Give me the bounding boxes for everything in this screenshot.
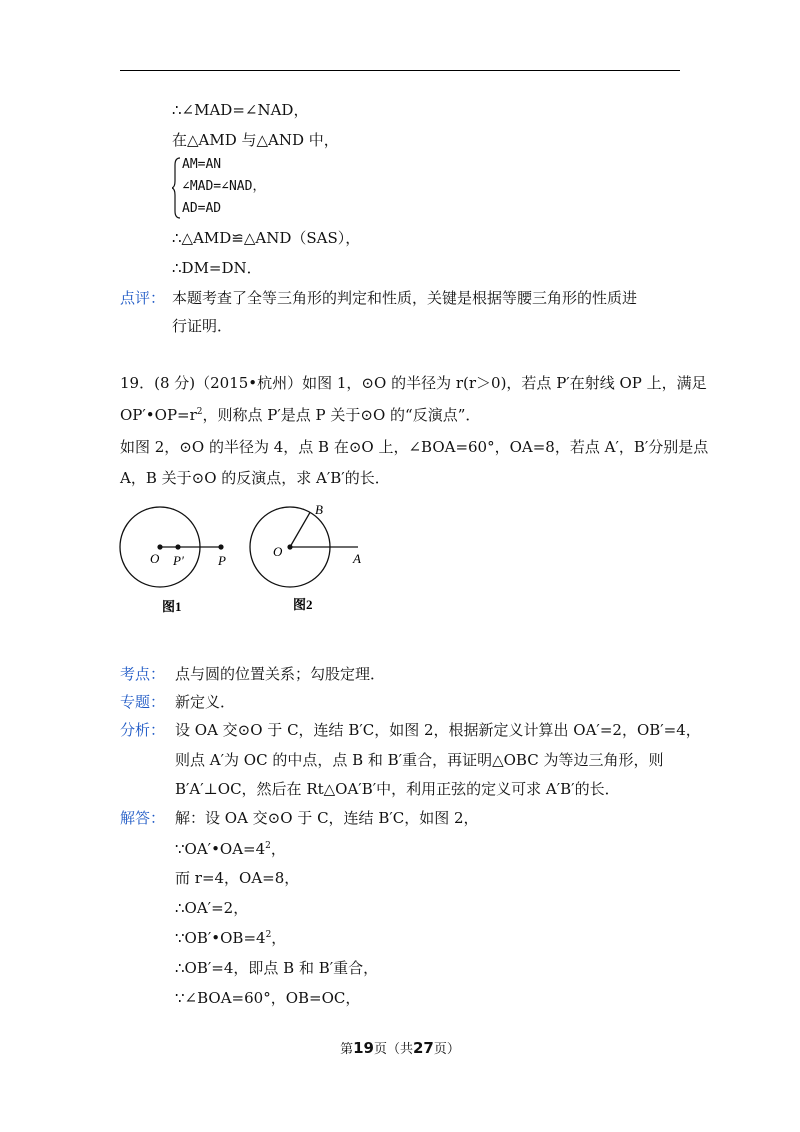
problem-line-4: A，B 关于⊙O 的反演点，求 A′B′的长． [120, 469, 390, 487]
fig1-label-pprime: P′ [173, 553, 184, 568]
system-row-3: AD=AD [182, 201, 222, 216]
comment-text-2: 行证明． [172, 317, 233, 335]
fig1-caption: 图1 [162, 599, 182, 614]
fig2-caption: 图2 [293, 597, 313, 612]
answer-line-3: 而 r=4，OA=8， [175, 869, 300, 887]
proof-line-2: 在△AMD 与△AND 中， [172, 131, 339, 149]
zhuanti-text: 新定义． [175, 693, 236, 711]
fenxi-text-1: 设 OA 交⊙O 于 C，连结 B′C，如图 2，根据新定义计算出 OA′=2，OB′=4， [175, 721, 701, 739]
proof-line-1: ∴∠MAD=∠NAD， [172, 101, 309, 119]
fig2-label-b: B [315, 505, 323, 517]
zhuanti-label: 专题： [120, 693, 166, 711]
proof-line-3: ∴△AMD≌△AND（SAS）， [172, 229, 361, 247]
answer-line-2: $\because OA'•OA=4^2$， [175, 840, 286, 858]
kaodian-text: 点与圆的位置关系；勾股定理． [175, 665, 386, 683]
equation-system [172, 157, 292, 219]
header-rule [120, 70, 680, 71]
fenxi-label: 分析： [120, 721, 166, 739]
answer-line-6: ∴OB′=4，即点 B 和 B′重合， [175, 959, 379, 977]
fig1-point-p [218, 544, 223, 549]
fig2-segment-ob [290, 512, 310, 547]
figures [115, 505, 495, 620]
geometry-figures [115, 505, 495, 620]
fig2-label-o: O [273, 544, 283, 559]
problem-line-3: 如图 2，⊙O 的半径为 4，点 B 在⊙O 上，∠BOA=60°，OA=8，若点 A′，B′分别是点 [120, 438, 709, 456]
answer-line-1: 解：设 OA 交⊙O 于 C，连结 B′C，如图 2， [175, 809, 479, 827]
problem-line-2: $OP'•OP=r^2$，则称点 P′是点 P 关于⊙O 的“反演点”． [120, 406, 481, 424]
fenxi-text-3: B′A′⊥OC，然后在 Rt△OA′B′中，利用正弦的定义可求 A′B′的长． [175, 780, 620, 798]
page-number: 19 [353, 1039, 374, 1057]
answer-label: 解答： [120, 809, 166, 827]
fig2-label-a: A [353, 551, 361, 566]
answer-line-4: ∴OA′=2， [175, 899, 249, 917]
proof-line-4: ∴DM=DN． [172, 259, 262, 277]
kaodian-label: 考点： [120, 665, 166, 683]
fig1-label-o: O [150, 551, 160, 566]
fig2-point-o [287, 544, 292, 549]
problem-line-1: 19．(8 分)（2015•杭州）如图 1，⊙O 的半径为 r(r＞0)，若点 P′在射线 OP 上，满足 [120, 374, 707, 392]
system-row-1: AM=AN [182, 157, 222, 172]
left-brace-icon [172, 157, 182, 219]
page-total: 27 [413, 1039, 434, 1057]
comment-text-1: 本题考查了全等三角形的判定和性质，关键是根据等腰三角形的性质进 [172, 289, 638, 307]
answer-line-5: $\because OB'•OB=4^2$， [175, 929, 287, 947]
answer-line-7: ∵∠BOA=60°，OB=OC， [175, 989, 361, 1007]
system-row-2: ∠MAD=∠NAD， [182, 179, 266, 194]
fig1-label-p: P [218, 553, 226, 568]
page-footer: 第19页（共27页） [340, 1039, 460, 1057]
fenxi-text-2: 则点 A′为 OC 的中点，点 B 和 B′重合，再证明△OBC 为等边三角形，则 [175, 751, 664, 769]
fig1-point-pprime [175, 544, 180, 549]
fig1-point-o [157, 544, 162, 549]
comment-label: 点评： [120, 289, 166, 307]
